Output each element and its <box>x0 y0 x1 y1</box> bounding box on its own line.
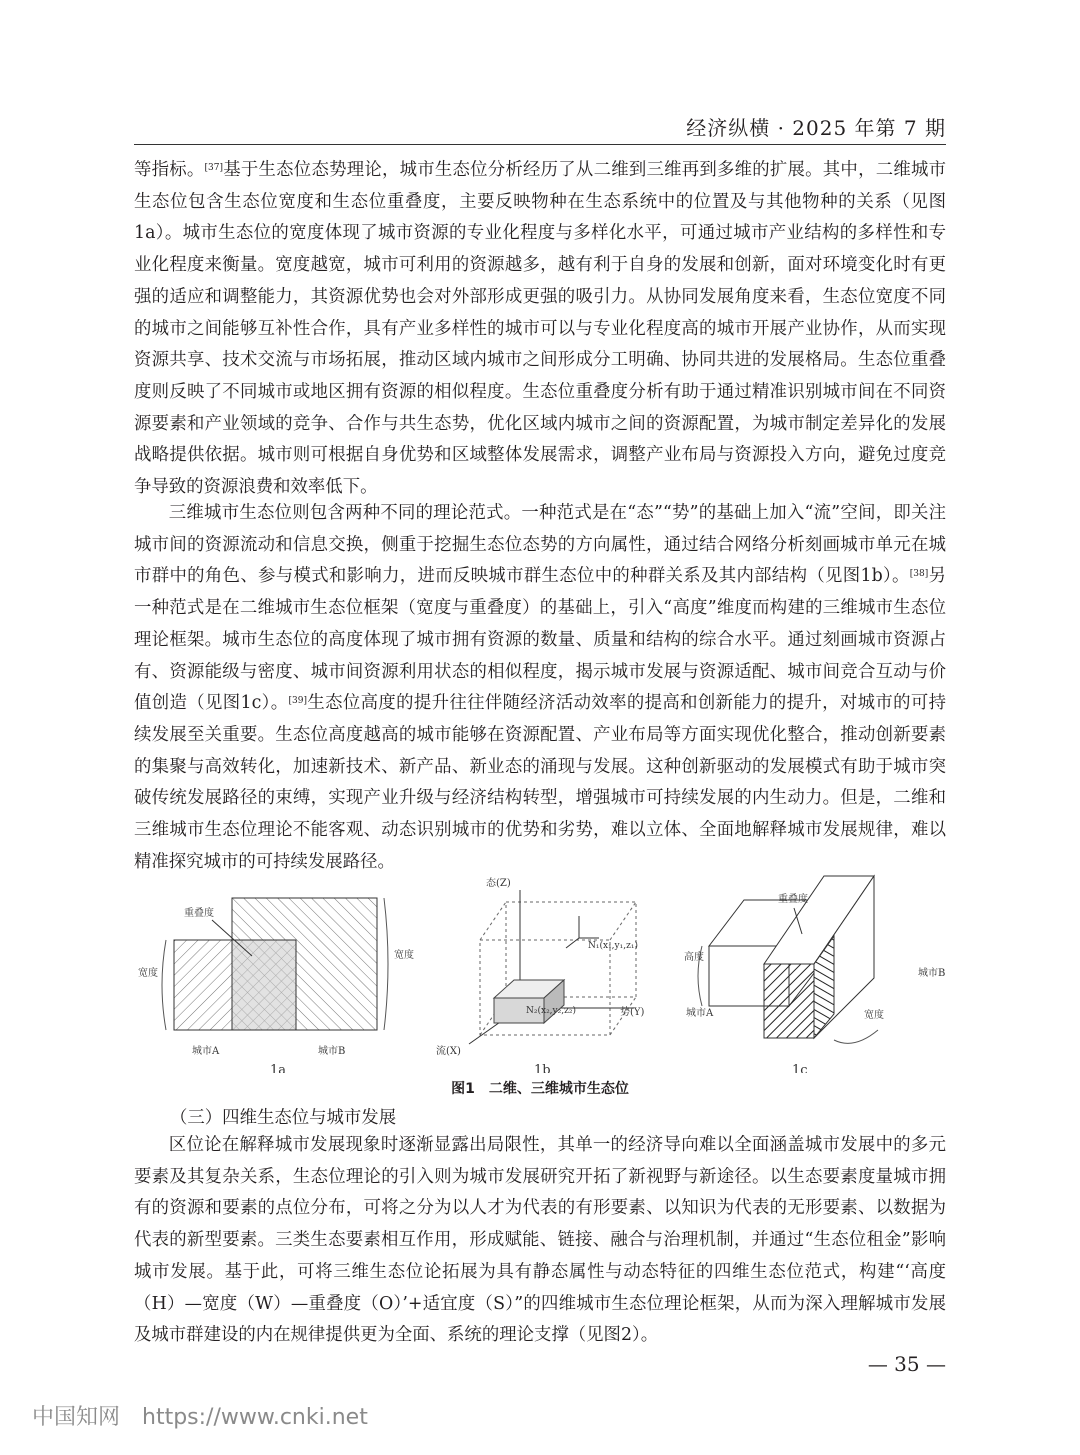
subfigure-label: 1c <box>792 1063 808 1073</box>
figure-caption: 图1 二维、三维城市生态位 <box>451 1081 629 1097</box>
axis-y-label: 势(Y) <box>620 1007 645 1018</box>
figure-1 <box>134 868 946 1098</box>
overlap-label: 重叠度 <box>778 894 808 905</box>
running-header <box>134 108 946 145</box>
watermark-brand: 中国知网 <box>32 1405 121 1430</box>
citation-ref[interactable]: [38] <box>909 569 929 580</box>
cube-edge <box>480 902 506 940</box>
overlap-rect <box>232 940 296 1030</box>
text-run: 另一种范式是在二维城市生态位框架（宽度与重叠度）的基础上，引入“高度”维度而构建的三维城市生态位理论框架。城市生态位的高度体现了城市拥有资源的数量、质量和结构的综合水平。通过刻画城市资源占有、资源能级与密度、城市间资源利用状态的相似程度，揭示城市发展与资源适配、城市间竞合互动与价值创造（见图1c）。 <box>134 566 946 714</box>
width-left-label: 宽度 <box>138 968 158 979</box>
axis-x-label: 流(X) <box>436 1046 461 1057</box>
left-brace <box>162 940 166 1030</box>
height-label: 高度 <box>684 952 704 963</box>
watermark-url[interactable]: https://www.cnki.net <box>142 1405 368 1430</box>
section-heading: （三）四维生态位与城市发展 <box>170 1108 397 1128</box>
figure-1c <box>684 876 945 1073</box>
text-run: 生态位高度的提升往往伴随经济活动效率的提高和创新能力的提升，对城市的可持续发展至关重要。生态位高度越高的城市能够在资源配置、产业布局等方面实现优化整合，推动创新要素的集聚与高效转化，加速新技术、新产品、新业态的涌现与发展。这种创新驱动的发展模式有助于城市突破传统发展路径的束缚，实现产业升级与经济结构转型，增强城市可持续发展的内生动力。但是，二维和三维城市生态位理论不能客观、动态识别城市的优势和劣势，难以立体、全面地解释城市发展规律，难以精准探究城市的可持续发展路径。 <box>134 693 946 872</box>
width-label: 宽度 <box>864 1010 884 1021</box>
page-number: — 35 — <box>867 1352 946 1376</box>
n2-label: N₂(x₂,y₂,z₂) <box>526 1006 576 1016</box>
watermark <box>32 1400 368 1431</box>
journal-issue: 经济纵横 · 2025 年第 7 期 <box>686 116 946 140</box>
citation-ref[interactable]: [37] <box>204 163 224 173</box>
width-right-label: 宽度 <box>394 950 414 961</box>
city-b-label: 城市B <box>918 968 946 979</box>
right-brace <box>384 898 388 1030</box>
figure-1a <box>138 898 414 1073</box>
figure-1-drawing <box>134 868 946 1073</box>
paragraph-3: 区位论在解释城市发展现象时逐渐显露出局限性，其单一的经济导向难以全面涵盖城市发展中的多元要素及其复杂关系，生态位理论的引入则为城市发展研究开拓了新视野与新途径。以生态要素度量城市拥有的资源和要素的点位分布，可将之分为以人才为代表的有形要素、以知识为代表的无形要素、以数据为代表的新型要素。三类生态要素相互作用，形成赋能、链接、融合与治理机制，并通过“生态位租金”影响城市发展。基于此，可将三维生态位论拓展为具有静态属性与动态特征的四维生态位范式，构建“‘高度（H）—宽度（W）—重叠度（O）’+适宜度（S）”的四维城市生态位理论框架，从而为深入理解城市发展及城市群建设的内在规律提供更为全面、系统的理论支撑（见图2）。 <box>134 1135 946 1346</box>
city-a-label: 城市A <box>686 1008 714 1019</box>
text-run: 三维城市生态位则包含两种不同的理论范式。一种范式是在“态”“势”的基础上加入“流”空间，即关注城市间的资源流动和信息交换，侧重于挖掘生态位态势的方向属性，通过结合网络分析刻画城市单元在城市群中的角色、参与模式和影响力，进而反映城市群生态位中的种群关系及其内部结构（见图1b）。 <box>134 503 946 587</box>
overlap-front <box>764 964 814 1038</box>
cube-edge <box>610 902 636 940</box>
text-run: 基于生态位态势理论，城市生态位分析经历了从二维到三维再到多维的扩展。其中，二维城市生态位包含生态位宽度和生态位重叠度，主要反映物种在生态系统中的位置及与其他物种的关系（见图1a）。城市生态位的宽度体现了城市资源的专业化程度与多样化水平，可通过城市产业结构的多样性和专业化程度来衡量。宽度越宽，城市可利用的资源越多，越有利于自身的发展和创新，面对环境变化时有更强的适应和调整能力，其资源优势也会对外部形成更强的吸引力。从协同发展角度来看，生态位宽度不同的城市之间能够互补性合作，具有产业多样性的城市可以与专业化程度高的城市开展产业协作，从而实现资源共享、技术交流与市场拓展，推动区域内城市之间形成分工明确、协同共进的发展格局。生态位重叠度则反映了不同城市或地区拥有资源的相似程度。生态位重叠度分析有助于通过精准识别城市间在不同资源要素和产业领域的竞争、合作与共生态势，优化区域内城市之间的资源配置，为城市制定差异化的发展战略提供依据。城市则可根据自身优势和区域整体发展需求，调整产业布局与资源投入方向，避免过度竞争导致的资源浪费和效率低下。 <box>134 160 946 498</box>
axis-z-label: 态(Z) <box>486 878 511 889</box>
n1-label: N₁(x₁,y₁,z₁) <box>588 941 638 951</box>
width-brace <box>834 1030 878 1043</box>
paragraph-1 <box>134 155 946 504</box>
text-run: 等指标。 <box>134 160 205 180</box>
subfigure-label: 1b <box>534 1063 551 1073</box>
figure-1b-axes <box>436 876 645 1073</box>
subfigure-label: 1a <box>270 1063 287 1073</box>
overlap-label: 重叠度 <box>184 908 214 919</box>
city-b-label: 城市B <box>318 1046 346 1057</box>
citation-ref[interactable]: [39] <box>288 696 307 707</box>
paragraph-2 <box>134 498 946 878</box>
city-a-label: 城市A <box>192 1046 220 1057</box>
